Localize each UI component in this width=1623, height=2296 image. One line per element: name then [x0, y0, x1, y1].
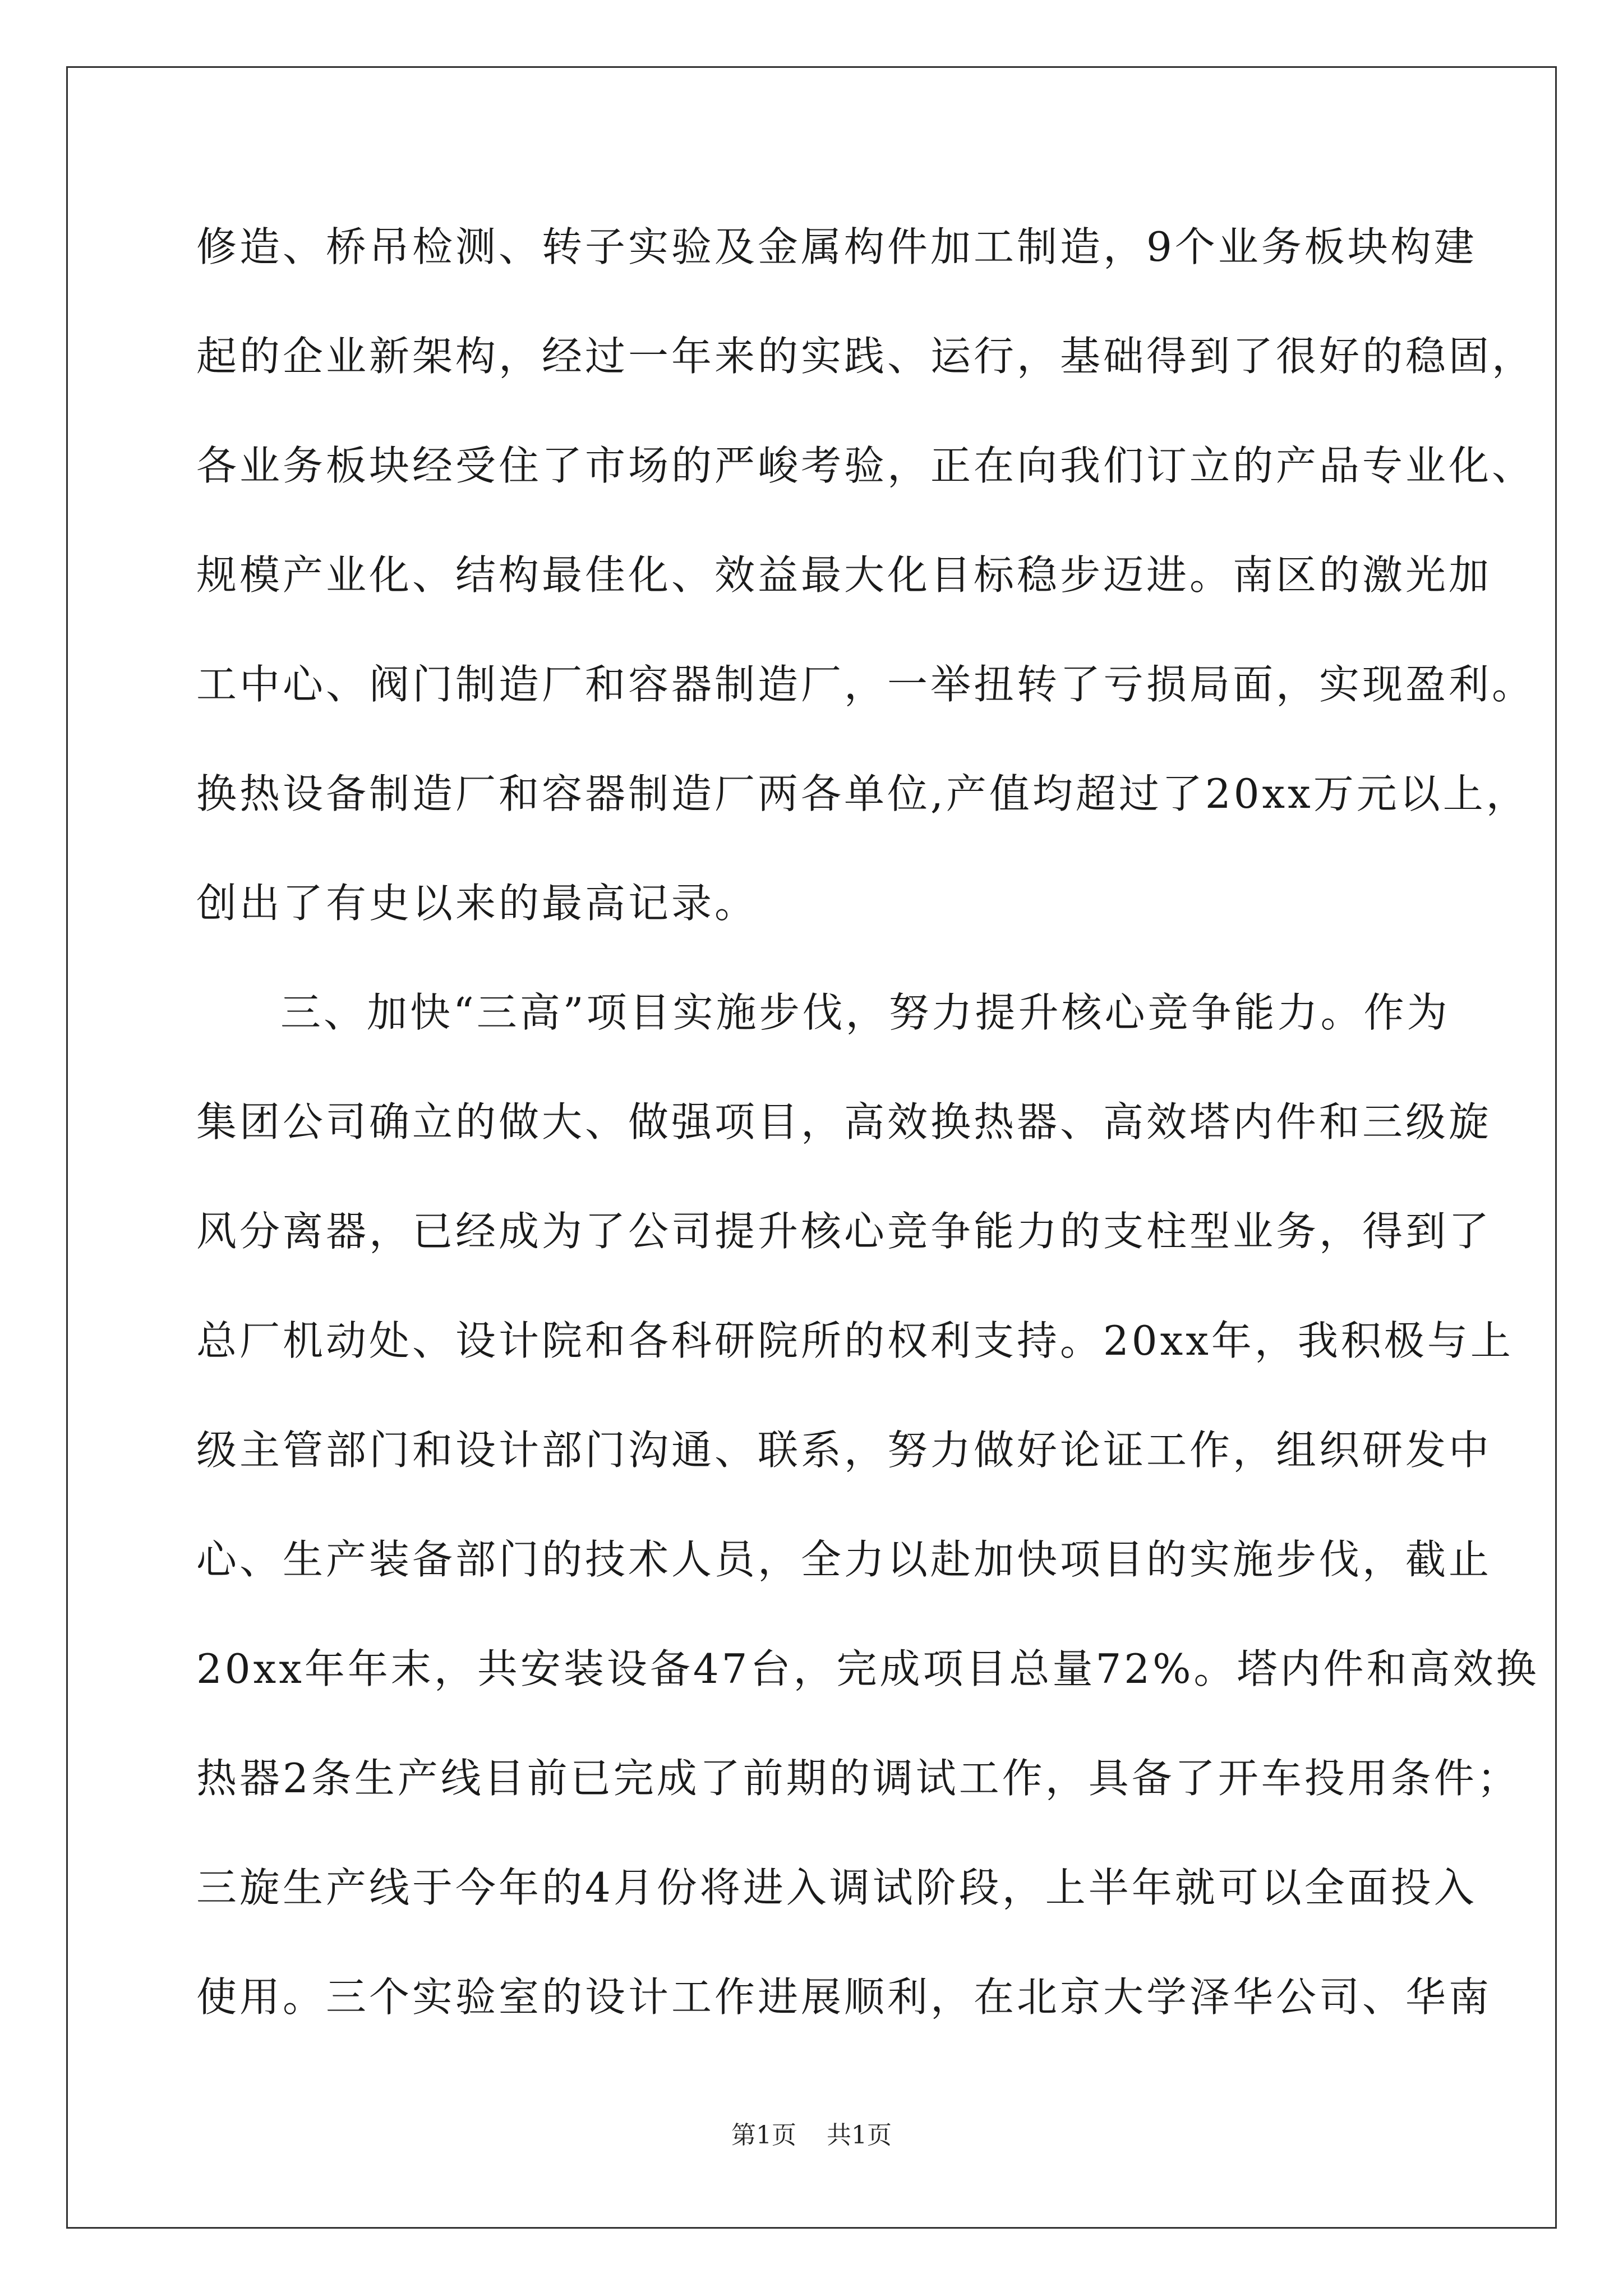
page-number-total: 共1页 — [827, 2121, 892, 2150]
text-line: 换热设备制造厂和容器制造厂两各单位,产值均超过了20xx万元以上， — [196, 770, 1529, 817]
page-number-current: 第1页 — [731, 2121, 796, 2150]
text-line: 使用。三个实验室的设计工作进展顺利，在北京大学泽华公司、华南 — [196, 1973, 1492, 2021]
text-line: 规模产业化、结构最佳化、效益最大化目标稳步迈进。南区的激光加 — [196, 551, 1492, 599]
text-line: 各业务板块经受住了市场的严峻考验，正在向我们订立的产品专业化、 — [196, 442, 1536, 489]
text-line: 修造、桥吊检测、转子实验及金属构件加工制造，9个业务板块构建 — [196, 223, 1477, 270]
text-line: 心、生产装备部门的技术人员，全力以赴加快项目的实施步伐，截止 — [196, 1536, 1492, 1583]
text-line: 总厂机动处、设计院和各科研院所的权利支持。20xx年，我积极与上 — [196, 1317, 1514, 1364]
text-line: 级主管部门和设计部门沟通、联系，努力做好论证工作，组织研发中 — [196, 1427, 1492, 1474]
text-line: 起的企业新架构，经过一年来的实践、运行，基础得到了很好的稳固， — [196, 333, 1536, 380]
paragraph-start-line: 三、加快“三高”项目实施步伐，努力提升核心竞争能力。作为 — [280, 989, 1450, 1036]
document-body — [196, 213, 1539, 2073]
text-line: 三旋生产线于今年的4月份将进入调试阶段，上半年就可以全面投入 — [196, 1864, 1477, 1911]
text-line: 工中心、阀门制造厂和容器制造厂，一举扭转了亏损局面，实现盈利。 — [196, 661, 1536, 708]
page-footer — [0, 2115, 1623, 2151]
text-line: 热器2条生产线目前已完成了前期的调试工作，具备了开车投用条件； — [196, 1755, 1520, 1802]
text-line: 20xx年年末，共安装设备47台，完成项目总量72%。塔内件和高效换 — [196, 1645, 1539, 1692]
text-line: 创出了有史以来的最高记录。 — [196, 880, 758, 927]
text-line: 集团公司确立的做大、做强项目，高效换热器、高效塔内件和三级旋 — [196, 1098, 1492, 1145]
text-line: 风分离器，已经成为了公司提升核心竞争能力的支柱型业务，得到了 — [196, 1208, 1492, 1255]
